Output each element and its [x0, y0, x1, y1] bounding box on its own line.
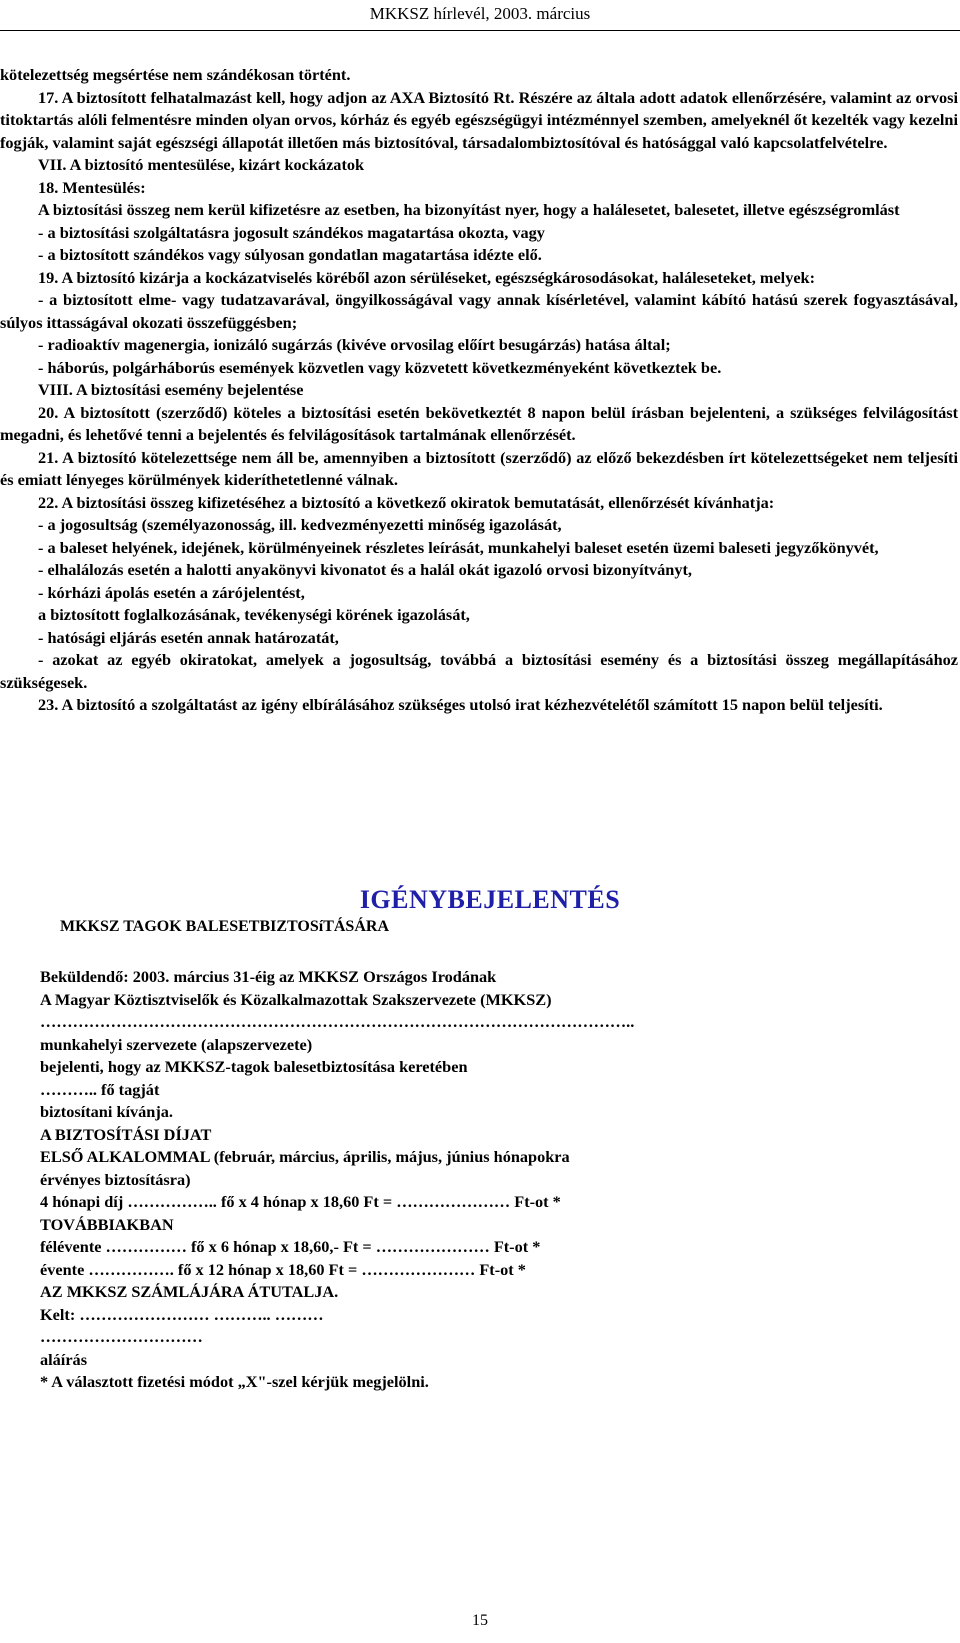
body-paragraph: 21. A biztosító kötelezettsége nem áll be, amennyiben a biztosított (szerződő) az előző bekezdésben írt kötelezettségeket nem teljesíti és emiatt lényeges körülmények kideríthetetlenné válnak. — [0, 447, 958, 489]
body-paragraph: 19. A biztosító kizárja a kockázatviselés köréből azon sérüléseket, egészségkárosodásokat, haláleseteket, melyek: — [38, 267, 816, 287]
form-line: bejelenti, hogy az MKKSZ-tagok balesetbiztosítása keretében — [40, 1057, 468, 1076]
body-paragraph: - a baleset helyének, idejének, körülményeinek részletes leírását, munkahelyi baleset esetén üzemi baleseti jegyzőkönyvét, — [38, 537, 879, 557]
body-paragraph: A biztosítási összeg nem kerül kifizetésre az esetben, ha bizonyítást nyer, hogy a halálesetet, balesetet, illetve egészségromlást — [38, 200, 900, 219]
claim-form — [40, 966, 920, 1394]
body-paragraph: - a biztosítási szolgáltatásra jogosult szándékos magatartása okozta, vagy — [38, 222, 545, 242]
form-line: aláírás — [40, 1349, 88, 1369]
body-paragraph: - hatósági eljárás esetén annak határozatát, — [38, 627, 339, 647]
body-paragraph: - azokat az egyéb okiratokat, amelyek a jogosultság, továbbá a biztosítási esemény és a biztosítási összeg megállapításához szükségesek. — [0, 650, 958, 692]
body-paragraph: - elhalálozás esetén a halotti anyakönyvi kivonatot és a halál okát igazoló orvosi bizonyítványt, — [38, 560, 692, 579]
body-paragraph: 23. A biztosító a szolgáltatást az igény elbírálásához szükséges utolsó irat kézhezvételétől számított 15 napon belül teljesíti. — [38, 695, 883, 714]
body-paragraph: a biztosított foglalkozásának, tevékenységi körének igazolását, — [38, 605, 470, 624]
body-paragraph: 18. Mentesülés: — [38, 177, 146, 197]
body-paragraph: kötelezettség megsértése nem szándékosan történt. — [0, 65, 351, 84]
body-paragraph: VIII. A biztosítási esemény bejelentése — [38, 380, 304, 399]
form-line: TOVÁBBIAKBAN — [40, 1214, 174, 1234]
body-paragraph: 22. A biztosítási összeg kifizetéséhez a biztosító a következő okiratok bemutatását, ellenőrzését kívánhatja: — [38, 492, 775, 512]
header-divider — [0, 30, 960, 31]
form-subtitle: MKKSZ TAGOK BALESETBIZTOSíTÁSÁRA — [60, 918, 389, 935]
form-line: 4 hónapi díj …………….. fő x 4 hónap x 18,60 Ft = ………………… Ft-ot * — [40, 1192, 561, 1211]
form-line: Kelt: …………………… ……….. ……… — [40, 1304, 324, 1324]
form-line: félévente …………… fő x 6 hónap x 18,60,- Ft = ………………… Ft-ot * — [40, 1237, 541, 1256]
terms-body — [0, 64, 958, 717]
form-line: ……….. fő tagját — [40, 1079, 160, 1099]
form-line: évente ……………. fő x 12 hónap x 18,60 Ft = ………………… Ft-ot * — [40, 1259, 526, 1279]
form-title: IGÉNYBEJELENTÉS — [359, 885, 621, 914]
form-line: AZ MKKSZ SZÁMLÁJÁRA ÁTUTALJA. — [40, 1282, 339, 1301]
newsletter-header: MKKSZ hírlevél, 2003. március — [369, 4, 591, 23]
form-line: munkahelyi szervezete (alapszervezete) — [40, 1034, 313, 1054]
form-line: érvényes biztosításra) — [40, 1169, 191, 1189]
body-paragraph: VII. A biztosító mentesülése, kizárt kockázatok — [38, 155, 365, 174]
form-line: ………………………… — [40, 1327, 203, 1346]
body-paragraph: - kórházi ápolás esetén a zárójelentést, — [38, 582, 305, 602]
body-paragraph: 20. A biztosított (szerződő) köteles a biztosítási esetén bekövetkeztét 8 napon belül írásban bejelenteni, a szükséges felvilágosítást megadni, és lehetővé tenni a bejelentés és felvilágosítások tartalmának ellenőrzését. — [0, 402, 958, 444]
body-paragraph: - a biztosított szándékos vagy súlyosan gondatlan magatartása idézte elő. — [38, 245, 542, 264]
body-paragraph: - háborús, polgárháborús események közvetlen vagy közvetett következményeként következtek be. — [38, 357, 722, 377]
form-line: ……………………………………………………………………………………………….. — [40, 1012, 635, 1031]
claim-form-heading — [0, 884, 960, 938]
form-line: A BIZTOSÍTÁSI DÍJAT — [40, 1124, 212, 1144]
page-number: 15 — [472, 1612, 488, 1629]
form-line: biztosítani kívánja. — [40, 1102, 173, 1121]
form-line: Beküldendő: 2003. március 31-éig az MKKSZ Országos Irodának — [40, 967, 497, 986]
body-paragraph: - a biztosított elme- vagy tudatzavarával, öngyilkosságával vagy annak kísérletével, valamint kábító hatású szerek fogyasztásával, súlyos ittasságával okozati összefüggésben; — [0, 290, 958, 332]
form-line: A Magyar Köztisztviselők és Közalkalmazottak Szakszervezete (MKKSZ) — [40, 989, 552, 1009]
body-paragraph: 17. A biztosított felhatalmazást kell, hogy adjon az AXA Biztosító Rt. Részére az általa adott adatok ellenőrzésére, valamint az orvosi titoktartás alóli felmentésre minden olyan orvos, kórház és egyéb egészségügyi intézménnyel szemben, amelyeknél őt kezelték vagy kezelni fogják, valamint saját egészségi állapotát illetően más biztosítóval, társadalombiztosítóval és hatósággal való kapcsolatfelvételre. — [0, 87, 958, 152]
body-paragraph: - a jogosultság (személyazonosság, ill. kedvezményezetti minőség igazolását, — [38, 515, 562, 534]
body-paragraph: - radioaktív magenergia, ionizáló sugárzás (kivéve orvosilag előírt besugárzás) hatása által; — [38, 335, 671, 354]
form-line: ELSŐ ALKALOMMAL (február, március, április, május, június hónapokra — [40, 1147, 570, 1166]
form-line: * A választott fizetési módot „X"-szel kérjük megjelölni. — [40, 1372, 429, 1391]
